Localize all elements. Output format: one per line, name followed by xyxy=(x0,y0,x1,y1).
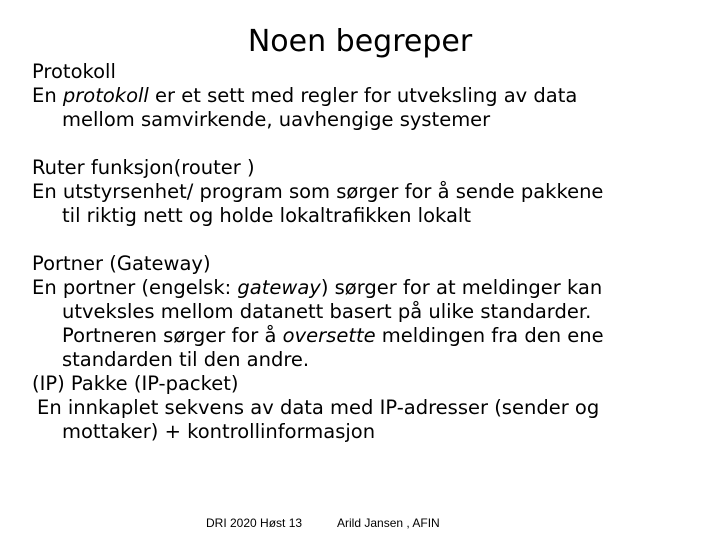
text-fragment: meldingen fra den ene xyxy=(375,324,604,347)
definition-line: mottaker) + kontrollinformasjon xyxy=(62,420,376,443)
text-fragment: ) sørger for at meldinger kan xyxy=(320,276,603,299)
emphasized-term: gateway xyxy=(237,276,321,299)
section-heading: (IP) Pakke (IP-packet) xyxy=(32,372,239,395)
section-protokoll xyxy=(32,60,712,132)
text-fragment: er et sett med regler for utveksling av data xyxy=(148,84,578,107)
text-fragment: Portneren sørger for å xyxy=(62,324,283,347)
text-fragment: En xyxy=(32,84,63,107)
spacer xyxy=(32,132,712,156)
definition-line: til riktig nett og holde lokaltrafikken lokalt xyxy=(62,204,471,227)
emphasized-term: protokoll xyxy=(62,84,149,107)
footer-author-label: Arild Jansen , AFIN xyxy=(337,516,440,530)
slide-body xyxy=(32,60,712,444)
slide-title: Noen begreper xyxy=(247,24,473,59)
section-heading: Portner (Gateway) xyxy=(32,252,211,275)
section-ruter xyxy=(32,156,712,228)
definition-line: standarden til den andre. xyxy=(62,348,310,371)
section-heading: Ruter funksjon(router ) xyxy=(32,156,255,179)
definition-line: En innkaplet sekvens av data med IP-adresser (sender og xyxy=(37,396,600,419)
definition-line xyxy=(32,324,712,348)
definition-line: En utstyrsenhet/ program som sørger for å sende pakkene xyxy=(32,180,604,203)
definition-line: mellom samvirkende, uavhengige systemer xyxy=(62,108,491,131)
definition-line xyxy=(32,276,712,300)
section-portner xyxy=(32,252,712,372)
definition-line: utveksles mellom datanett basert på ulike standarder. xyxy=(62,300,592,323)
definition-line xyxy=(32,84,712,108)
text-fragment: En portner (engelsk: xyxy=(32,276,238,299)
section-heading: Protokoll xyxy=(32,60,116,83)
spacer xyxy=(32,228,712,252)
section-pakke xyxy=(32,372,712,444)
emphasized-term: oversette xyxy=(282,324,376,347)
footer-course-label: DRI 2020 Høst 13 xyxy=(206,516,303,530)
